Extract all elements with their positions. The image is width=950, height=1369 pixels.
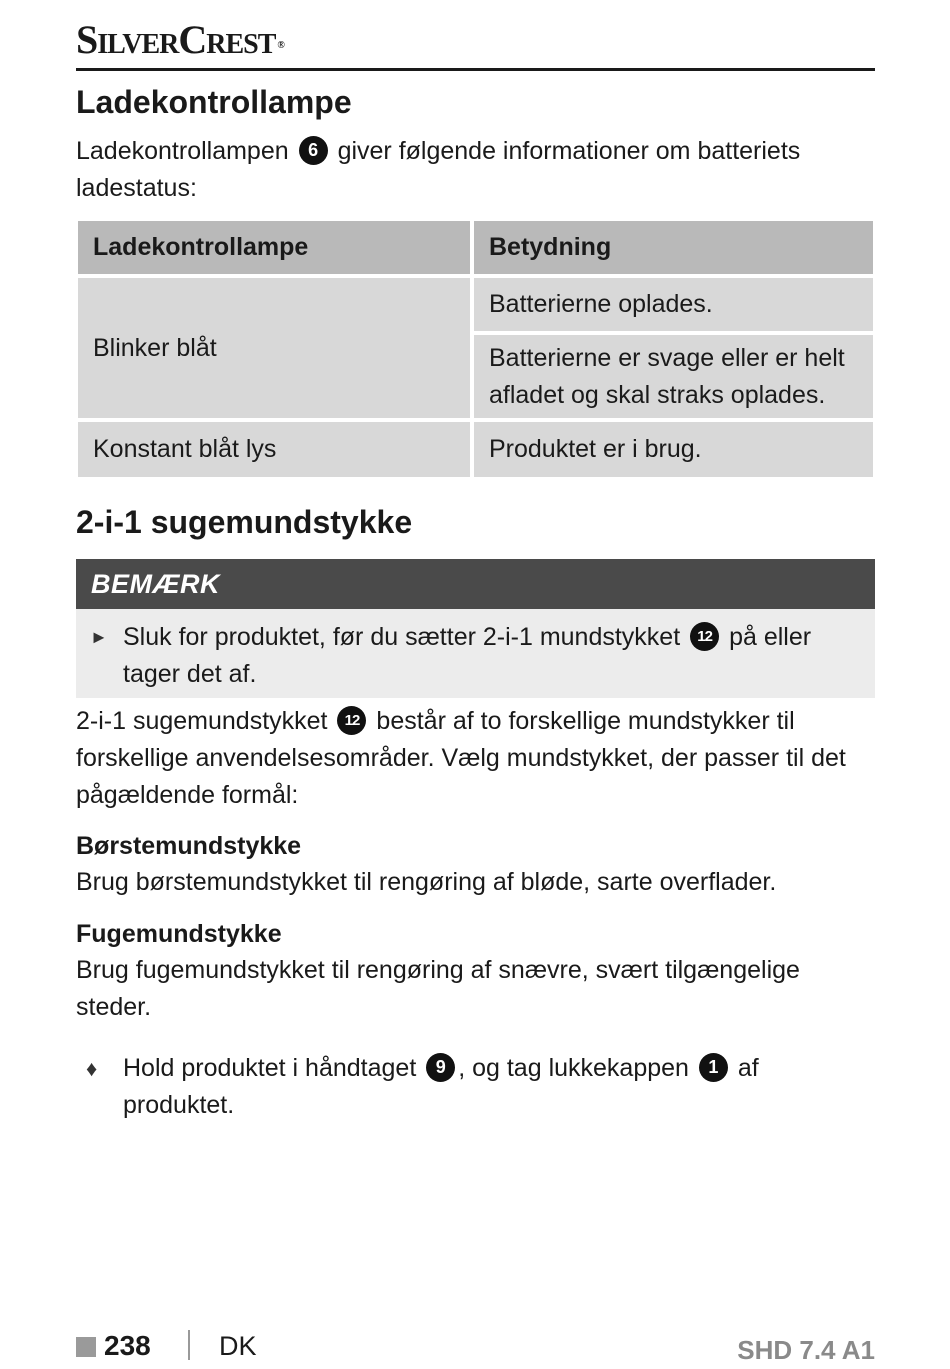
footer-divider <box>188 1330 190 1360</box>
charge-indicator-intro: Ladekontrollampen 6 giver følgende informationer om batteriets ladestatus: <box>76 137 801 202</box>
manual-page <box>76 0 875 1365</box>
ref-number-6: 6 <box>299 136 328 165</box>
arrow-bullet-icon: ► <box>90 627 108 647</box>
note-box <box>76 609 875 698</box>
ref-number-12: 12 <box>690 622 719 651</box>
instruction-step: Hold produktet i håndtaget 9 , og tag lukkekappen 1 af produktet. <box>123 1054 759 1119</box>
note-text: Sluk for produktet, før du sætter 2-i-1 mundstykket 12 på eller tager det af. <box>123 623 812 688</box>
ref-number-12: 12 <box>337 706 366 735</box>
page-number: 238 <box>104 1330 151 1361</box>
charge-status-table <box>76 219 875 478</box>
language-code: DK <box>219 1331 257 1361</box>
table-header-meaning: Betydning <box>474 221 873 274</box>
section-title-nozzle: 2-i-1 sugemundstykke <box>76 504 413 540</box>
table-cell-meaning: Produktet er i brug. <box>474 422 873 477</box>
diamond-bullet-icon: ♦ <box>86 1056 98 1081</box>
table-cell-meaning: Batterierne oplades. <box>474 278 873 331</box>
page-footer <box>76 1327 875 1365</box>
model-number: SHD 7.4 A1 <box>737 1335 875 1365</box>
ref-number-9: 9 <box>426 1053 455 1082</box>
table-header-indicator: Ladekontrollampe <box>78 221 470 274</box>
brush-nozzle-title: Børstemundstykke <box>76 832 302 860</box>
note-header <box>76 559 875 609</box>
table-cell-state: Blinker blåt <box>78 278 470 418</box>
table-cell-state: Konstant blåt lys <box>78 422 470 477</box>
ref-number-1: 1 <box>699 1053 728 1082</box>
brand-logo <box>76 18 284 62</box>
brand-name: SilverCrest <box>76 17 276 62</box>
registered-mark: ® <box>277 40 284 51</box>
footer-square-icon <box>76 1337 96 1357</box>
crevice-nozzle-title: Fugemundstykke <box>76 920 282 948</box>
crevice-nozzle-text: Brug fugemundstykket til rengøring af snævre, svært tilgængelige steder. <box>76 956 800 1021</box>
brush-nozzle-text: Brug børstemundstykket til rengøring af bløde, sarte overflader. <box>76 868 777 896</box>
table-cell-meaning: Batterierne er svage eller er helt afladet og skal straks oplades. <box>474 335 873 418</box>
note-label: BEMÆRK <box>91 569 220 599</box>
header-rule <box>76 68 875 71</box>
nozzle-description: 2-i-1 sugemundstykket 12 består af to forskellige mundstykker til forskellige anvendelsesområder. Vælg mundstykket, der passer til det pågældende formål: <box>76 707 846 809</box>
section-title-charge-indicator: Ladekontrollampe <box>76 84 352 120</box>
